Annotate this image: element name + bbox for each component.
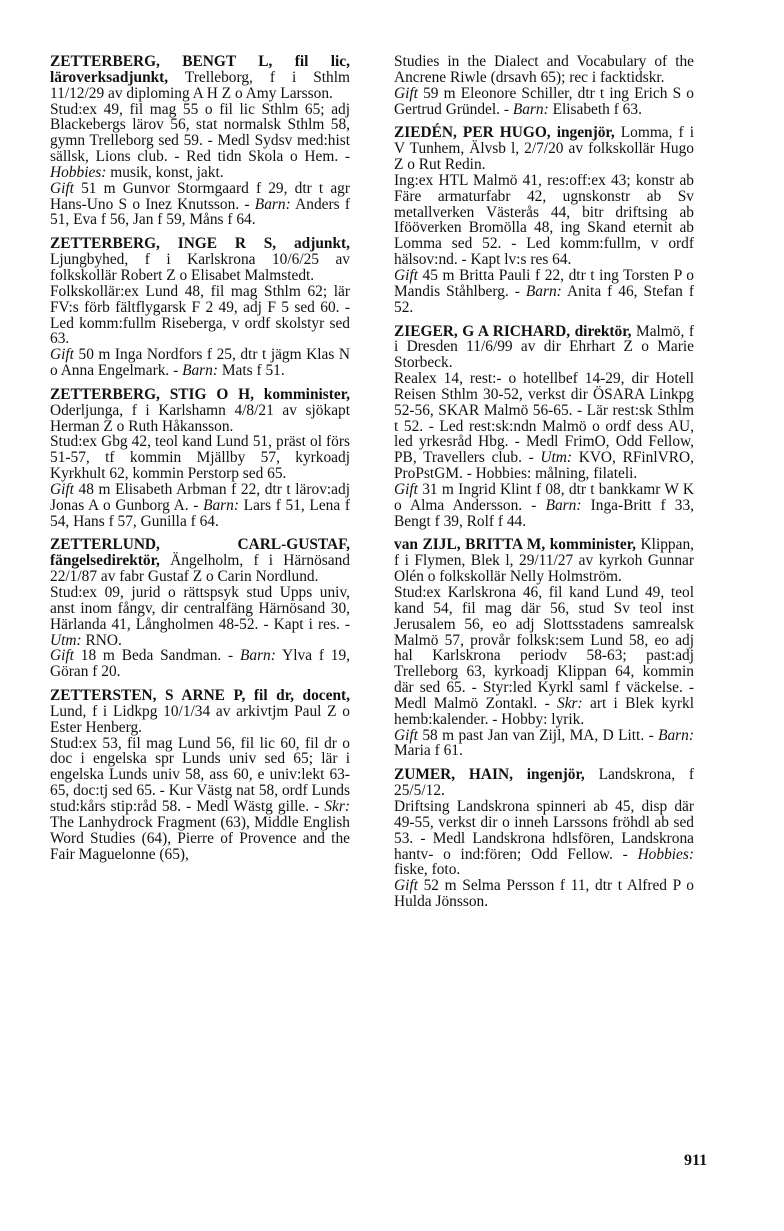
entry-intro: Lund, f i Lidkpg 10/1/34 av arkivtjm Paul Z o Ester Henberg. <box>50 702 350 736</box>
entry-heading: ZIEGER, G A RICHARD, direktör, <box>394 322 632 340</box>
left-column <box>50 54 350 870</box>
entry-career: Stud:ex 49, fil mag 55 o fil lic Sthlm 65; adj Blackebergs lärov 56, stat normalsk Sthlm 58, gymn Trelleborg sed 59. - Medl Sydsv med:hist sällsk, Lions club. - Red tidn Skola o Hem. - <box>50 100 350 166</box>
utm-text: RNO. <box>81 631 122 649</box>
barn-label: Barn: <box>254 195 291 213</box>
barn-label: Barn: <box>182 362 218 380</box>
barn-label: Barn: <box>512 100 549 118</box>
entry-intro: Landskrona, f 25/5/12. <box>394 766 695 800</box>
entry-zetterlund-carl-gustaf <box>50 537 350 680</box>
gift-text: 52 m Selma Persson f 11, dtr t Alfred P o Hulda Jönsson. <box>394 877 694 911</box>
gift-label: Gift <box>394 726 418 744</box>
entry-zieger-richard <box>394 324 694 530</box>
hobbies-text: musik, konst, jakt. <box>106 163 224 181</box>
gift-label: Gift <box>394 480 418 498</box>
barn-label: Barn: <box>203 496 239 514</box>
gift-text: 50 m Inga Nordfors f 25, dtr t jägm Klas N o Anna Engelmark. - <box>50 346 350 380</box>
hobbies-label: Hobbies: <box>50 163 107 181</box>
gift-text: 18 m Beda Sandman. - <box>73 647 240 665</box>
gift-text: 58 m past Jan van Zijl, MA, D Litt. - <box>417 726 659 744</box>
barn-text: Inga-Britt f 33, Bengt f 39, Rolf f 44. <box>394 496 694 530</box>
barn-text: Anita f 46, Stefan f 52. <box>394 282 694 316</box>
entry-intro: Ängelholm, f i Härnösand 22/1/87 av fabr Gustaf Z o Carin Nordlund. <box>50 552 350 586</box>
entry-intro: Trelleborg, f i Sthlm 11/12/29 av diploming A H Z o Amy Larsson. <box>50 68 350 102</box>
entry-van-zijl-britta <box>394 537 694 759</box>
gift-label: Gift <box>394 877 418 895</box>
barn-text: Lars f 51, Lena f 54, Hans f 57, Gunilla f 64. <box>50 496 350 530</box>
entry-intro: Ljungbyhed, f i Karlskrona 10/6/25 av folkskollär Robert Z o Elisabet Malmstedt. <box>50 251 350 284</box>
entry-heading: ZETTERBERG, STIG O H, komminister, <box>50 385 350 403</box>
entry-heading: ZIEDÉN, PER HUGO, ingenjör, <box>394 124 615 142</box>
entry-career: Folkskollär:ex Lund 48, fil mag Sthlm 62; lär FV:s förb fältflygarsk F 2 49, adj F 5 sed 60. - Led komm:fullm Riseberga, v ordf skolstyr sed 63. <box>50 282 350 348</box>
entry-intro: Lomma, f i V Tunhem, Älvsb l, 2/7/20 av folkskollär Hugo Z o Rut Redin. <box>394 124 694 174</box>
entry-intro: Klippan, f i Flymen, Blek l, 29/11/27 av kyrkoh Gunnar Olén o folkskollär Nelly Holmström. <box>394 536 694 586</box>
skr-label: Skr: <box>324 797 350 815</box>
entry-zetterberg-bengt <box>50 54 350 228</box>
barn-label: Barn: <box>545 496 582 514</box>
gift-text: 51 m Gunvor Stormgaard f 29, dtr t agr Hans-Uno S o Inez Knutsson. - <box>50 179 350 213</box>
hobbies-text: fiske, foto. <box>394 861 461 879</box>
barn-text: Elisabeth f 63. <box>548 100 642 118</box>
barn-label: Barn: <box>658 726 694 744</box>
entry-zetterberg-stig <box>50 387 350 530</box>
entry-continuation: Studies in the Dialect and Vocabulary of the Ancrene Riwle (drsavh 65); rec i facktidskr. <box>394 53 694 86</box>
gift-text: 59 m Eleonore Schiller, dtr t ing Erich S o Gertrud Gründel. - <box>394 84 694 118</box>
entry-zieden-per-hugo <box>394 125 694 315</box>
utm-label: Utm: <box>540 449 573 467</box>
skr-label: Skr: <box>557 694 583 712</box>
barn-label: Barn: <box>239 647 276 665</box>
entry-intro: Oderljunga, f i Karlshamn 4/8/21 av sjökapt Herman Z o Ruth Håkansson. <box>50 401 350 435</box>
barn-label: Barn: <box>525 282 562 300</box>
skr-text: art i Blek kyrkl hemb:kalender. - Hobby: lyrik. <box>394 694 694 728</box>
gift-label: Gift <box>394 84 418 102</box>
gift-label: Gift <box>50 346 74 364</box>
entry-zettersten-arne <box>50 688 350 862</box>
gift-label: Gift <box>50 647 74 665</box>
barn-text: Maria f 61. <box>394 742 463 760</box>
entry-zettersten-continued <box>394 54 694 117</box>
entry-career: Stud:ex 09, jurid o rättspsyk stud Upps univ, anst inom fångv, dir centralfäng Härnösand 30, Härlanda 41, Långholmen 48-52. - Kapt i res. - <box>50 584 350 633</box>
entry-heading: ZETTERSTEN, S ARNE P, fil dr, docent, <box>50 687 350 705</box>
gift-text: 45 m Britta Pauli f 22, dtr t ing Torsten P o Mandis Ståhlberg. - <box>394 266 694 300</box>
entry-heading: ZETTERBERG, BENGT L, fil lic, läroverksadjunkt, <box>50 53 350 86</box>
barn-text: Ylva f 19, Göran f 20. <box>50 647 350 681</box>
gift-text: 31 m Ingrid Klint f 08, dtr t bankkamr W K o Alma Andersson. - <box>394 480 694 514</box>
entry-heading: van ZIJL, BRITTA M, komminister, <box>394 536 636 554</box>
barn-text: Anders f 51, Eva f 56, Jan f 59, Måns f 64. <box>50 195 350 229</box>
entry-career: Stud:ex Gbg 42, teol kand Lund 51, präst ol förs 51-57, tf kommin Mjällby 57, kyrkoadj Kyrkhult 62, kommin Perstorp sed 65. <box>50 433 350 483</box>
entry-heading: ZETTERBERG, INGE R S, adjunkt, <box>50 235 350 253</box>
gift-label: Gift <box>50 480 74 498</box>
entry-heading: ZETTERLUND, CARL-GUSTAF, fängelsedirektör, <box>50 536 350 570</box>
entry-career: Driftsing Landskrona spinneri ab 45, disp där 49-55, verkst dir o inneh Larssons fröhdl ab sed 53. - Medl Landskrona hdlsfören, Landskrona hantv- o ind:fören; Odd Fellow. - <box>394 797 694 863</box>
page-number: 911 <box>684 1152 708 1169</box>
entry-career: Realex 14, rest:- o hotellbef 14-29, dir Hotell Reisen Sthlm 30-52, verkst dir ÖSARA Linkpg 52-56, SKAR Malmö 56-65. - Lär rest:sk Sthlm t 52. - Led rest:sk:ndn Malmö o ordf dess AU, led yrkesråd Hbg. - Medl FrimO, Odd Fellow, PB, Travellers club. - <box>394 370 694 467</box>
gift-label: Gift <box>394 266 418 284</box>
entry-career: Stud:ex Karlskrona 46, fil kand Lund 49, teol kand 54, fil mag där 56, stud Sv teol inst Jerusalem 56, eo adj Slottsstadens samrealsk Malmö 57, provår folksk:sem Lund 58, eo adj hal Karlskrona periodv 58-63; past:adj Trelleborg 63, kyrkoadj Klippan 64, kommin där sed 65. - Styr:led Kyrkl saml f väckelse. - Medl Malmö Zontakl. - <box>394 584 694 712</box>
gift-text: 48 m Elisabeth Arbman f 22, dtr t lärov:adj Jonas A o Gunborg A. - <box>50 480 350 514</box>
entry-heading: ZUMER, HAIN, ingenjör, <box>394 766 585 784</box>
entry-career: Stud:ex 53, fil mag Lund 56, fil lic 60, fil dr o doc i engelska spr Lunds univ sed 65; lär i engelska Lunds univ 58, ass 60, e univ:lekt 63-65, doc:tj sed 65. - Kur Västg nat 58, ordf Lunds stud:kårs stip:råd 58. - Medl Wästg gille. - <box>50 734 350 815</box>
right-column <box>394 54 694 918</box>
entry-zumer-hain <box>394 767 694 910</box>
entry-zetterberg-inge <box>50 236 350 379</box>
entry-intro: Malmö, f i Dresden 11/6/99 av dir Ehrhart Z o Marie Storbeck. <box>394 322 694 372</box>
utm-label: Utm: <box>50 631 82 649</box>
utm-text: KVO, RFinlVRO, ProPstGM. - Hobbies: målning, filateli. <box>394 449 694 483</box>
skr-text: The Lanhydrock Fragment (63), Middle English Word Studies (64), Pierre of Provence and the Fair Maguelonne (65), <box>50 813 350 863</box>
hobbies-label: Hobbies: <box>637 845 694 863</box>
entry-career: Ing:ex HTL Malmö 41, res:off:ex 43; konstr ab Färe armaturfabr 42, ugnskonstr ab Sv metallverken Västerås 44, bitr driftsing ab Ifööverken Bromölla 48, ing Skand eternit ab Lomma sed 52. - Led komm:fullm, v ordf hälsov:nd. - Kapt lv:s res 64. <box>394 171 694 269</box>
barn-text: Mats f 51. <box>218 362 285 380</box>
gift-label: Gift <box>50 179 74 197</box>
